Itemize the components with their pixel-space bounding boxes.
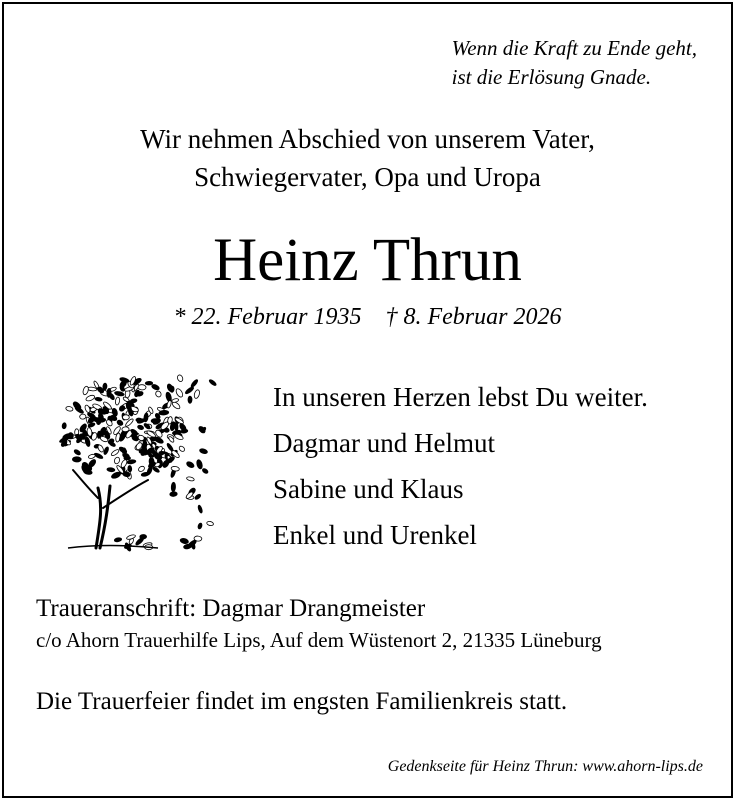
windblown-tree-icon [48, 358, 218, 558]
mourner-name: Sabine und Klaus [273, 474, 464, 504]
dedication-line: In unseren Herzen lebst Du weiter. [273, 382, 648, 412]
quote-line-1: Wenn die Kraft zu Ende geht, [451, 36, 697, 60]
mourning-address-line: c/o Ahorn Trauerhilfe Lips, Auf dem Wüstenort 2, 21335 Lüneburg [36, 628, 602, 652]
mourning-address-label: Traueranschrift: Dagmar Drangmeister [36, 595, 426, 622]
mourner-name: Dagmar und Helmut [273, 428, 495, 458]
life-dates: * 22. Februar 1935 † 8. Februar 2026 [173, 304, 562, 330]
intro-line-1: Wir nehmen Abschied von unserem Vater, [140, 124, 595, 154]
obituary-notice [2, 2, 733, 798]
mourner-name: Enkel und Urenkel [273, 520, 477, 550]
memorial-page-link[interactable]: Gedenkseite für Heinz Thrun: www.ahorn-lips.de [387, 758, 703, 775]
farewell-intro [4, 120, 731, 196]
mourners [273, 374, 648, 558]
quote-line-2: ist die Erlösung Gnade. [451, 65, 652, 89]
ceremony-notice: Die Trauerfeier findet im engsten Familienkreis statt. [36, 688, 568, 715]
quote [452, 34, 697, 92]
deceased-name: Heinz Thrun [213, 227, 522, 294]
intro-line-2: Schwiegervater, Opa und Uropa [194, 162, 541, 192]
